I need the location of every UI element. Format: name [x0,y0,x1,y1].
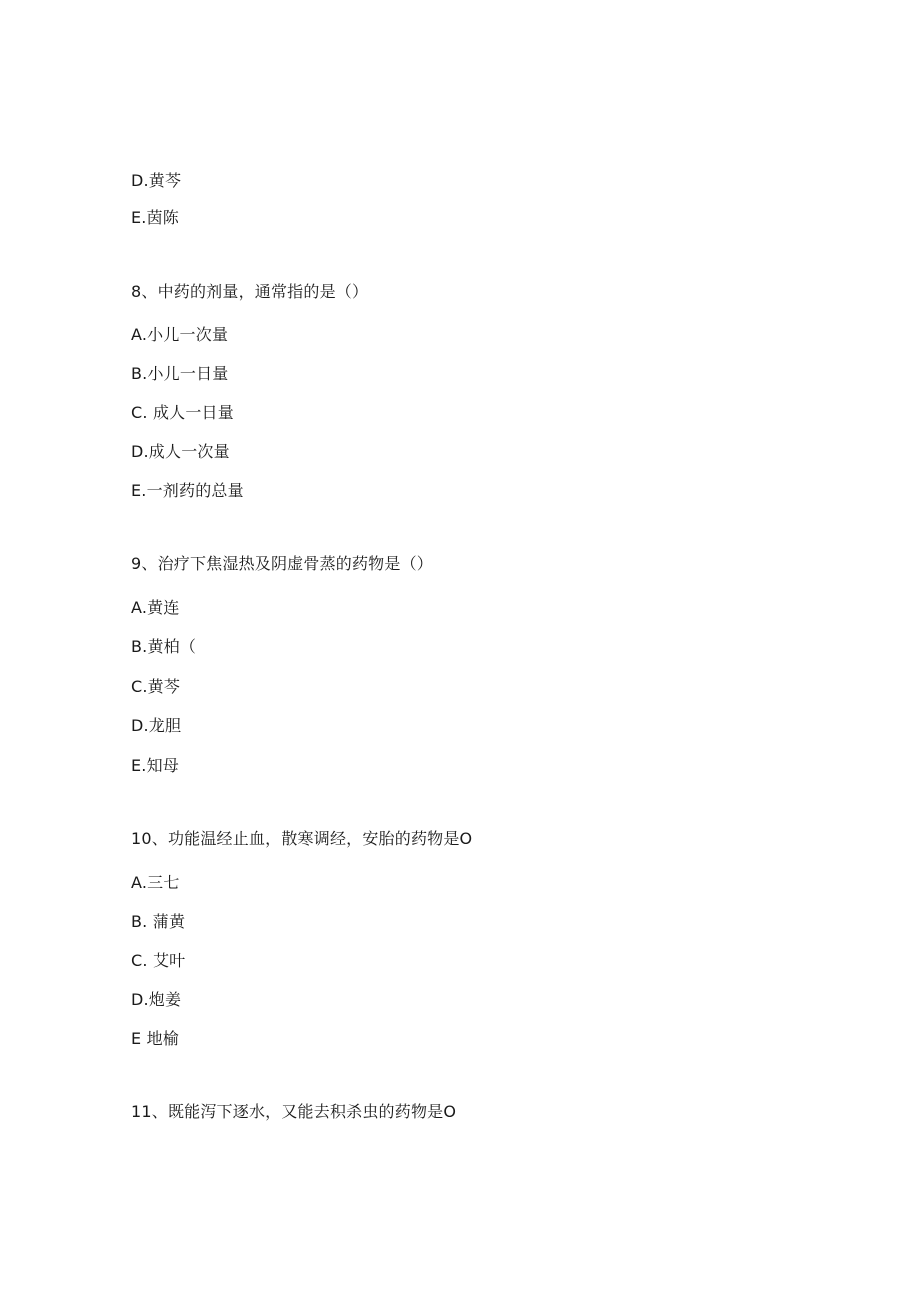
q10-option-e: E 地榆 [131,1029,179,1048]
q11-stem: 11、既能泻下逐水，又能去积杀虫的药物是O [131,1102,457,1121]
q10-option-b: B. 蒲黄 [131,912,186,931]
q7-option-e: E.茵陈 [131,208,179,227]
q10-stem: 10、功能温经止血，散寒调经，安胎的药物是O [131,829,473,848]
q9-option-d: D.龙胆 [131,716,182,735]
q10-option-d: D.炮姜 [131,990,182,1009]
q8-option-a: A.小儿一次量 [131,325,229,344]
q9-stem: 9、治疗下焦湿热及阴虚骨蒸的药物是（） [131,554,433,573]
q8-stem: 8、中药的剂量，通常指的是（） [131,282,369,301]
q9-option-c: C.黄芩 [131,677,181,696]
q8-option-c: C. 成人一日量 [131,403,234,422]
q7-option-d: D.黄芩 [131,171,182,190]
q8-option-d: D.成人一次量 [131,442,230,461]
q9-option-b: B.黄柏（ [131,637,197,656]
q10-option-a: A.三七 [131,873,180,892]
q8-option-b: B.小儿一日量 [131,364,229,383]
q8-option-e: E.一剂药的总量 [131,481,244,500]
q10-option-c: C. 艾叶 [131,951,186,970]
q9-option-a: A.黄连 [131,598,180,617]
q9-option-e: E.知母 [131,756,179,775]
